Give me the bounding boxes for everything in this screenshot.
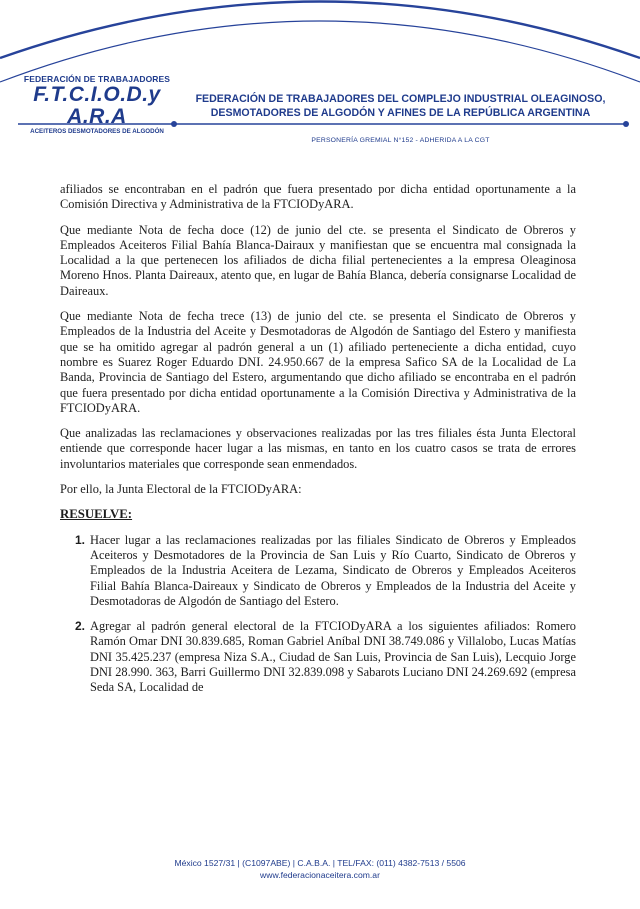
page-footer xyxy=(0,857,640,881)
resolution-item xyxy=(60,619,576,695)
org-line-2: DESMOTADORES DE ALGODÓN Y AFINES DE LA REPÚBLICA ARGENTINA xyxy=(210,106,591,119)
resolution-list xyxy=(60,533,576,696)
paragraph: Que analizadas las reclamaciones y observaciones realizadas por las tres filiales ésta Junta Electoral entiende que corresponde hacer lugar a las mismas, en tanto en los cuatro casos se trata de errores involuntarios materiales que corresponde sean enmendados. xyxy=(60,426,576,471)
document-body xyxy=(60,182,576,706)
paragraph: Por ello, la Junta Electoral de la FTCIODyARA: xyxy=(60,482,302,497)
federation-logo xyxy=(22,74,172,135)
item-text: Hacer lugar a las reclamaciones realizadas por las filiales Sindicato de Obreros y Empleados Aceiteros y Desmotadores de la Provincia de San Luis y Río Cuarto, Sindicato de Obreros y Empleados de la Industria Aceitera de Lezama, Sindicato de Obreros y Empleados Aceiteros Filial Bahía Blanca-Daireaux y Sindicato de Obreros y Empleados de la Industria del Aceite y Desmotadoras de Algodón de Santiago del Estero. xyxy=(90,532,576,608)
item-number: 1. xyxy=(75,532,86,547)
logo-acronym: F.T.C.I.O.D.y A.R.A xyxy=(33,83,161,128)
personeria-line: PERSONERÍA GREMIAL N°152 - ADHERIDA A LA CGT xyxy=(311,137,490,144)
paragraph: Que mediante Nota de fecha trece (13) de junio del cte. se presenta el Sindicato de Obreros y Empleados de la Industria del Aceite y Desmotadoras de Algodón de Santiago del Estero y manifiesta que se ha omitido agregar al padrón general a un (1) afiliado perteneciente a dicha entidad, cuyo nombre es Suarez Roger Eduardo DNI. 24.950.667 de la empresa Safico SA de la Localidad de La Banda, Provincia de Santiago del Estero, argumentando que dicho afiliado se encontraba en el padrón que fuera presentado por dicha entidad oportunamente a la Comisión Directiva y Administrativa de la FTCIODyARA. xyxy=(60,309,576,415)
footer-address: México 1527/31 | (C1097ABE) | C.A.B.A. | TEL/FAX: (011) 4382-7513 / 5506 xyxy=(174,858,466,868)
resolution-item xyxy=(60,533,576,609)
item-number: 2. xyxy=(75,619,86,634)
item-text: Agregar al padrón general electoral de la FTCIODyARA a los siguientes afiliados: Romero Ramón Omar DNI 30.839.685, Roman Gabriel Aníbal DNI 38.749.086 y Villalobo, Lucas Matías DNI 35.425.237 (empresa Niza S.A., Ciudad de San Luis, Provincia de San Luis), Lecquio Jorge DNI 28.990. 363, Barri Guillermo DNI 32.839.098 y Sabarots Luciano DNI 24.269.692 (empresa Seda SA, Localidad de xyxy=(90,619,576,695)
paragraph: afiliados se encontraban en el padrón que fuera presentado por dicha entidad oportunamente a la Comisión Directiva y Administrativa de la FTCIODyARA. xyxy=(60,182,576,212)
paragraph: Que mediante Nota de fecha doce (12) de junio del cte. se presenta el Sindicato de Obreros y Empleados Aceiteros Filial Bahía Blanca-Dairaux y manifiestan que se encuentra mal consignada la Localidad a la que pertenecen los afiliados de dicha filial pertenecientes a la empresa Oleaginosa Moreno Hnos. Planta Daireaux, atento que, en lugar de Bahía Blanca, debería consignarse Localidad de Daireaux. xyxy=(60,222,576,298)
logo-line-1: FEDERACIÓN DE TRABAJADORES xyxy=(23,74,171,84)
footer-website: www.federacionaceitera.com.ar xyxy=(260,870,380,880)
organization-name xyxy=(178,93,623,120)
logo-line-3: ACEITEROS DESMOTADORES DE ALGODÓN xyxy=(30,128,164,135)
letterhead xyxy=(0,0,640,160)
org-line-1: FEDERACIÓN DE TRABAJADORES DEL COMPLEJO INDUSTRIAL OLEAGINOSO, xyxy=(195,93,606,105)
resuelve-heading: RESUELVE: xyxy=(60,507,133,522)
